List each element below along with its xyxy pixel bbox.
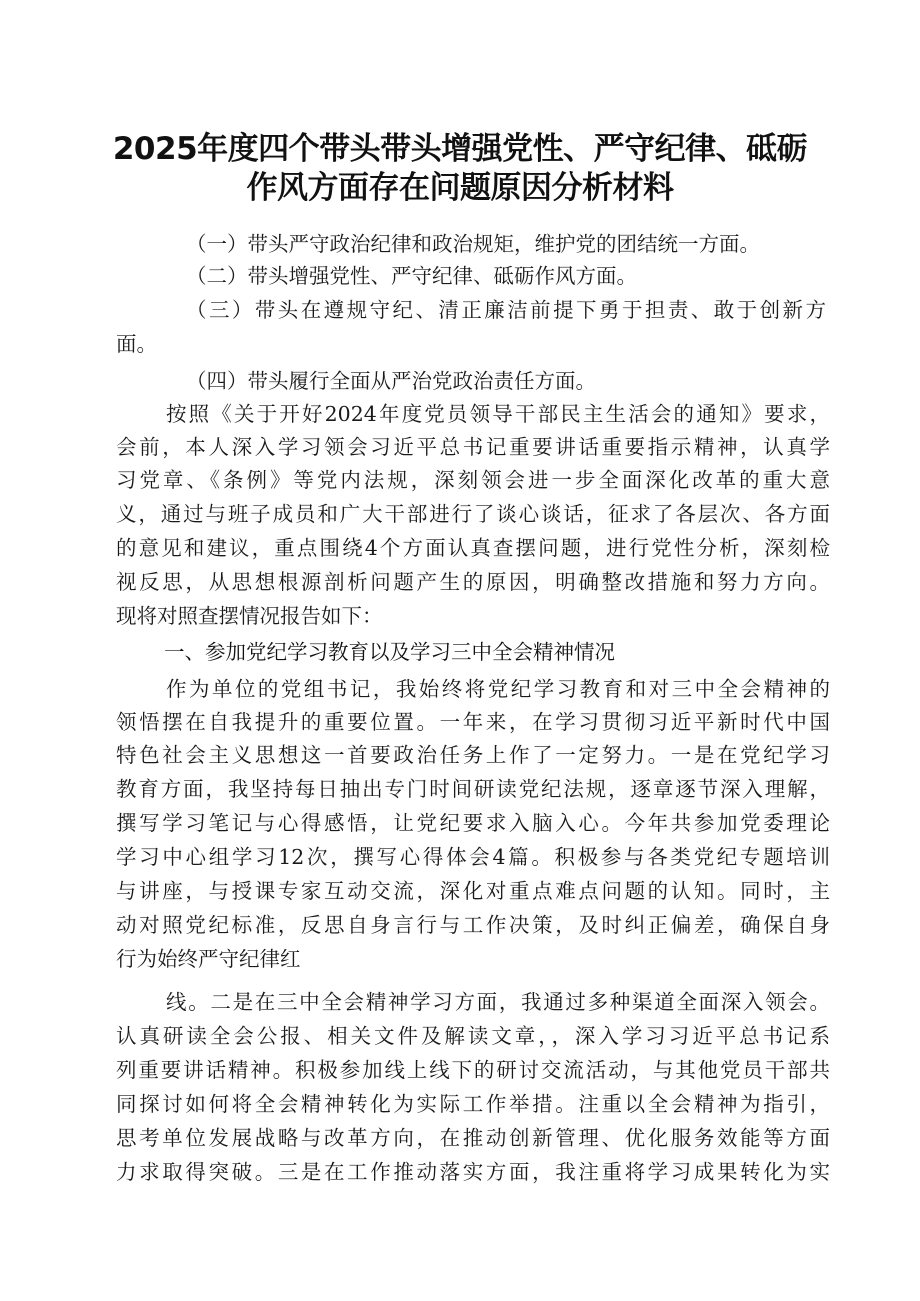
paragraph-line: 按照《关于开好2024年度党员领导干部民主生活会的通知》要求， bbox=[166, 402, 830, 426]
document-title-line-1: 2025年度四个带头带头增强党性、严守纪律、砥砺 bbox=[112, 131, 808, 167]
paragraph-line: 同探讨如何将全会精神转化为实际工作举措。注重以全会精神为指引， bbox=[116, 1092, 830, 1116]
paragraph-line: 思考单位发展战略与改革方向，在推动创新管理、优化服务效能等方面 bbox=[116, 1126, 830, 1150]
paragraph-line: 特色社会主义思想这一首要政治任务上作了一定努力。一是在党纪学习 bbox=[116, 743, 830, 767]
paragraph-line: 作为单位的党组书记，我始终将党纪学习教育和对三中全会精神的 bbox=[166, 677, 830, 701]
paragraph-line: 与讲座，与授课专家互动交流，深化对重点难点问题的认知。同时，主 bbox=[116, 879, 830, 903]
paragraph-line: 的意见和建议，重点围绕4个方面认真查摆问题，进行党性分析，深刻检 bbox=[116, 536, 830, 560]
paragraph-line: 领悟摆在自我提升的重要位置。一年来，在学习贯彻习近平新时代中国 bbox=[116, 710, 830, 734]
list-item-4: （四）带头履行全面从严治党政治责任方面。 bbox=[186, 369, 596, 393]
paragraph-line: 会前，本人深入学习领会习近平总书记重要讲话重要指示精神，认真学 bbox=[116, 435, 830, 459]
paragraph-line: 线。二是在三中全会精神学习方面，我通过多种渠道全面深入领会。 bbox=[166, 990, 830, 1014]
paragraph-line: 学习中心组学习12次，撰写心得体会4篇。积极参与各类党纪专题培训 bbox=[116, 845, 830, 869]
paragraph-line: 认真研读全会公报、相关文件及解读文章，，深入学习习近平总书记系 bbox=[116, 1024, 830, 1048]
list-item-2: （二）带头增强党性、严守纪律、砥砺作风方面。 bbox=[186, 264, 637, 288]
paragraph-line: 习党章、《条例》等党内法规，深刻领会进一步全面深化改革的重大意 bbox=[116, 468, 830, 492]
paragraph-line: 行为始终严守纪律红 bbox=[116, 947, 301, 971]
paragraph-line: 现将对照查摆情况报告如下： bbox=[116, 604, 383, 628]
paragraph-line: 动对照党纪标准，反思自身言行与工作决策，及时纠正偏差，确保自身 bbox=[116, 913, 830, 937]
document-title-line-2: 作风方面存在问题原因分析材料 bbox=[246, 170, 674, 206]
paragraph-line: 撰写学习笔记与心得感悟，让党纪要求入脑入心。今年共参加党委理论 bbox=[116, 811, 830, 835]
paragraph-line: 义，通过与班子成员和广大干部进行了谈心谈话，征求了各层次、各方面 bbox=[116, 502, 830, 526]
paragraph-line: 教育方面，我坚持每日抽出专门时间研读党纪法规，逐章逐节深入理解， bbox=[116, 777, 830, 801]
paragraph-line: 视反思，从思想根源剖析问题产生的原因，明确整改措施和努力方向。 bbox=[116, 570, 830, 594]
list-item-3-continued: 面。 bbox=[116, 332, 157, 356]
paragraph-line: 力求取得突破。三是在工作推动落实方面，我注重将学习成果转化为实 bbox=[116, 1160, 830, 1184]
paragraph-line: 列重要讲话精神。积极参加线上线下的研讨交流活动，与其他党员干部共 bbox=[116, 1058, 830, 1082]
list-item-3: （三）带头在遵规守纪、清正廉洁前提下勇于担责、敢于创新方 bbox=[186, 298, 826, 322]
section-heading: 一、参加党纪学习教育以及学习三中全会精神情况 bbox=[164, 640, 615, 664]
list-item-1: （一）带头严守政治纪律和政治规矩，维护党的团结统一方面。 bbox=[186, 232, 760, 256]
